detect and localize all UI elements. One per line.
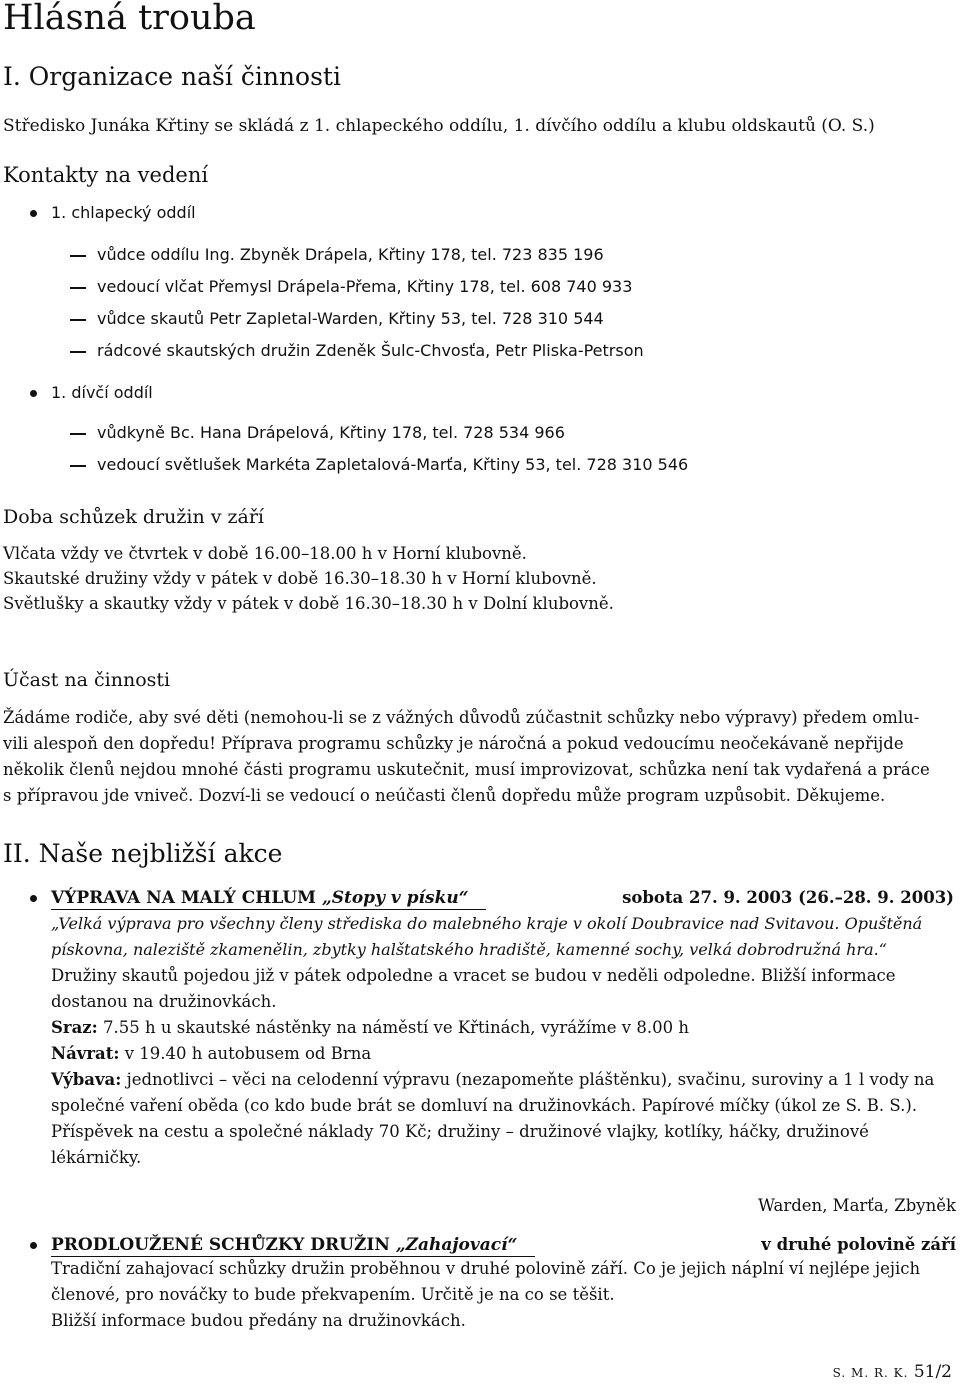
navrat-row [51, 1044, 371, 1064]
event1-title: VÝPRAVA NA MALÝ CHLUM [51, 888, 317, 908]
sraz-label: Sraz: [51, 1018, 98, 1037]
participation-heading: Účast na činnosti [3, 669, 171, 691]
event1-title-row [51, 888, 486, 908]
group-label: 1. dívčí oddíl [51, 383, 153, 402]
contact-item: vedoucí světlušek Markéta Zapletalová-Marťa, Křtiny 53, tel. 728 310 546 [97, 455, 689, 474]
event2-title-row [51, 1235, 535, 1255]
footer-page-number: 51/2 [913, 1362, 952, 1382]
group-label: 1. chlapecký oddíl [51, 203, 196, 222]
event1-date: sobota 27. 9. 2003 (26.–28. 9. 2003) [622, 888, 954, 907]
section1-heading: I. Organizace naší činnosti [3, 62, 341, 91]
event2-text-line: členové, pro nováčky to bude překvapením. Určitě je na co se těšit. [51, 1285, 615, 1304]
participation-line: několik členů nejdou mnohé části programu uskutečnit, musí improvizovat, schůzka není tak vydařená a práce [3, 760, 930, 779]
bullet-icon [30, 895, 37, 902]
vybava-text: jednotlivci – věci na celodenní výpravu (nezapomeňte pláštěnku), svačinu, suroviny a 1 l vody na [126, 1070, 935, 1089]
event2-text-line: Tradiční zahajovací schůzky družin proběhnou v druhé polovině září. Co je jejich náplní ví nejlépe jejich [51, 1259, 921, 1278]
participation-line: Žádáme rodiče, aby své děti (nemohou-li se z vážných důvodů zúčastnit schůzky nebo výpravy) předem omlu- [3, 708, 920, 727]
footer-journal: S. M. R. K. [832, 1366, 909, 1380]
dash-icon [70, 465, 86, 467]
event1-subtitle: „Stopy v písku“ [321, 888, 469, 908]
dash-icon [70, 255, 86, 257]
bullet-icon [30, 390, 37, 397]
contact-item: rádcové skautských družin Zdeněk Šulc-Chvosťa, Petr Pliska-Petrson [97, 341, 644, 360]
contact-item: vůdkyně Bc. Hana Drápelová, Křtiny 178, tel. 728 534 966 [97, 423, 565, 442]
event1-underline-tail [469, 888, 487, 910]
event1-signature: Warden, Marťa, Zbyněk [757, 1196, 956, 1215]
participation-line: s přípravou jde vniveč. Dozví-li se vedoucí o neúčasti členů dopředu může program uzpůsobit. Děkujeme. [3, 786, 886, 805]
sraz-row [51, 1018, 689, 1038]
navrat-text: v 19.40 h autobusem od Brna [124, 1044, 372, 1063]
event2-subtitle-gap [390, 1235, 396, 1257]
dash-icon [70, 287, 86, 289]
dash-icon [70, 433, 86, 435]
contact-item: vůdce skautů Petr Zapletal-Warden, Křtiny 53, tel. 728 310 544 [97, 309, 604, 328]
event1-text-line: dostanou na družinovkách. [51, 992, 277, 1011]
vybava-line: Příspěvek na cestu a společné náklady 70 Kč; družiny – družinové vlajky, kotlíky, háčky, družinové [51, 1122, 869, 1141]
vybava-line: lékárničky. [51, 1148, 142, 1167]
meetings-heading: Doba schůzek družin v září [3, 506, 264, 528]
section1-intro: Středisko Junáka Křtiny se skládá z 1. chlapeckého oddílu, 1. dívčího oddílu a klubu oldskautů (O. S.) [3, 116, 875, 136]
event2-text-line: Bližší informace budou předány na družinovkách. [51, 1311, 466, 1330]
sraz-text: 7.55 h u skautské nástěnky na náměstí ve Křtinách, vyrážíme v 8.00 h [103, 1018, 689, 1037]
page-title: Hlásná trouba [3, 0, 256, 38]
event2-title: PRODLOUŽENÉ SCHŮZKY DRUŽIN [51, 1235, 390, 1255]
contact-item: vedoucí vlčat Přemysl Drápela-Přema, Křtiny 178, tel. 608 740 933 [97, 277, 633, 296]
contact-item: vůdce oddílu Ing. Zbyněk Drápela, Křtiny 178, tel. 723 835 196 [97, 245, 604, 264]
meeting-line: Skautské družiny vždy v pátek v době 16.30–18.30 h v Horní klubovně. [3, 569, 597, 588]
event1-quote-line: pískovna, naleziště zkamenělin, zbytky halštatského hradiště, kamenné sochy, velká dobrodružná hra.“ [51, 940, 887, 959]
bullet-icon [30, 1242, 37, 1249]
page-footer [833, 1362, 952, 1383]
event1-quote-line: „Velká výprava pro všechny členy střediska do malebného kraje v okolí Doubravice nad Svitavou. Opuštěná [51, 914, 923, 933]
event2-subtitle: „Zahajovací“ [395, 1235, 518, 1255]
event2-date: v druhé polovině září [761, 1235, 956, 1254]
event1-text-line: Družiny skautů pojedou již v pátek odpoledne a vracet se budou v neděli odpoledne. Bližší informace [51, 966, 896, 985]
navrat-label: Návrat: [51, 1044, 120, 1063]
participation-line: vili alespoň den dopředu! Příprava programu schůzky je náročná a pokud vedoucímu neočekávaně nepřijde [3, 734, 904, 753]
dash-icon [70, 351, 86, 353]
section2-heading: II. Naše nejbližší akce [3, 839, 283, 868]
vybava-line: společné vaření oběda (co kdo bude brát se domluví na družinovkách. Papírové míčky (úkol ze S. B. S.). [51, 1096, 918, 1115]
vybava-label: Výbava: [51, 1070, 122, 1089]
dash-icon [70, 319, 86, 321]
contacts-heading: Kontakty na vedení [3, 163, 209, 187]
meeting-line: Světlušky a skautky vždy v pátek v době 16.30–18.30 h v Dolní klubovně. [3, 594, 614, 613]
event2-underline-tail [517, 1235, 535, 1257]
vybava-row [51, 1070, 934, 1090]
meeting-line: Vlčata vždy ve čtvrtek v době 16.00–18.00 h v Horní klubovně. [3, 544, 527, 563]
bullet-icon [30, 210, 37, 217]
